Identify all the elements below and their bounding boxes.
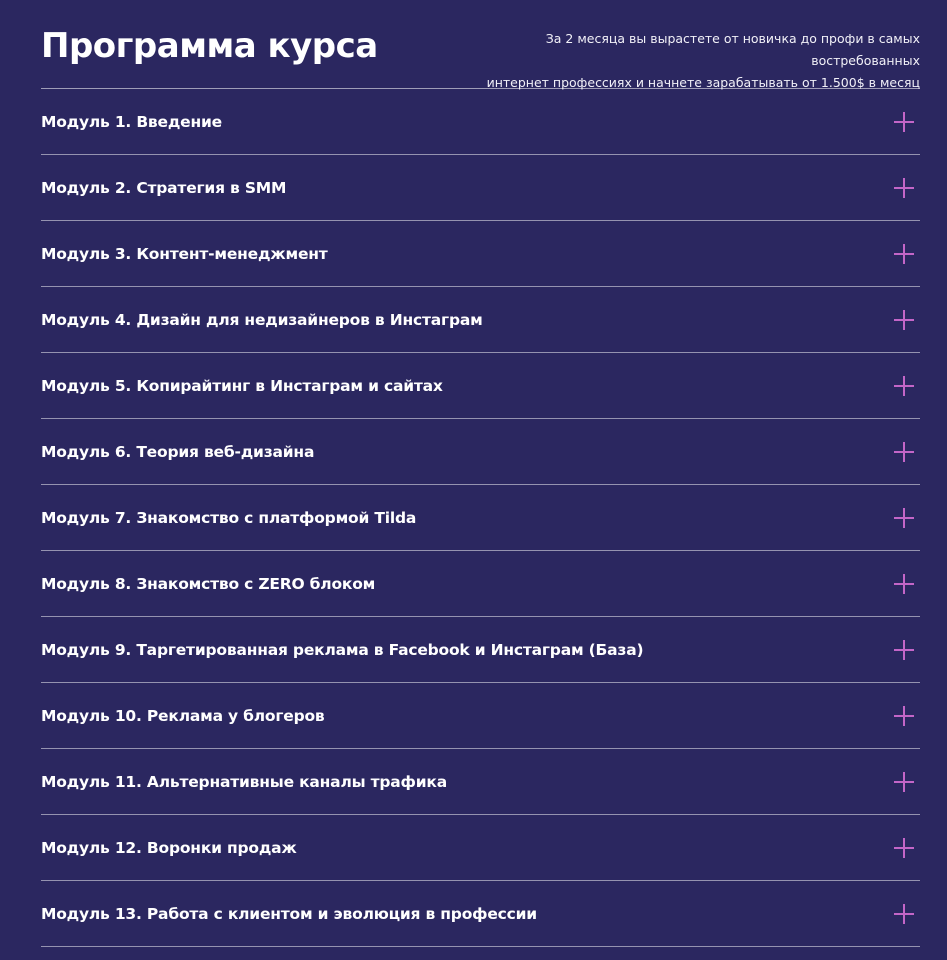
module-title: Модуль 11. Альтернативные каналы трафика — [41, 772, 447, 791]
module-title: Модуль 5. Копирайтинг в Инстаграм и сайтах — [41, 376, 443, 395]
module-item-8[interactable] — [41, 551, 920, 617]
plus-icon[interactable] — [894, 310, 914, 330]
module-title: Модуль 6. Теория веб-дизайна — [41, 442, 315, 461]
module-title: Модуль 4. Дизайн для недизайнеров в Инстаграм — [41, 310, 483, 329]
module-item-12[interactable] — [41, 815, 920, 881]
plus-icon[interactable] — [894, 178, 914, 198]
module-title: Модуль 9. Таргетированная реклама в Facebook и Инстаграм (База) — [41, 640, 644, 659]
module-title: Модуль 13. Работа с клиентом и эволюция в профессии — [41, 904, 537, 923]
plus-icon[interactable] — [894, 706, 914, 726]
module-title: Модуль 12. Воронки продаж — [41, 838, 297, 857]
section-subtitle — [450, 28, 920, 94]
module-item-1[interactable] — [41, 89, 920, 155]
module-title: Модуль 1. Введение — [41, 112, 222, 131]
module-title: Модуль 7. Знакомство с платформой Tilda — [41, 508, 417, 527]
module-item-4[interactable] — [41, 287, 920, 353]
plus-icon[interactable] — [894, 112, 914, 132]
module-item-13[interactable] — [41, 881, 920, 947]
plus-icon[interactable] — [894, 838, 914, 858]
module-item-11[interactable] — [41, 749, 920, 815]
plus-icon[interactable] — [894, 640, 914, 660]
module-item-2[interactable] — [41, 155, 920, 221]
plus-icon[interactable] — [894, 508, 914, 528]
plus-icon[interactable] — [894, 574, 914, 594]
module-item-9[interactable] — [41, 617, 920, 683]
section-header — [41, 0, 920, 88]
module-title: Модуль 10. Реклама у блогеров — [41, 706, 325, 725]
subtitle-line-1: За 2 месяца вы вырастете от новичка до профи в самых востребованных — [545, 31, 920, 68]
plus-icon[interactable] — [894, 904, 914, 924]
page-title: Программа курса — [41, 26, 378, 66]
module-title: Модуль 8. Знакомство с ZERO блоком — [41, 574, 376, 593]
subtitle-line-2: интернет профессиях и начнете зарабатывать от 1.500$ в месяц — [486, 75, 920, 90]
plus-icon[interactable] — [894, 772, 914, 792]
plus-icon[interactable] — [894, 376, 914, 396]
plus-icon[interactable] — [894, 244, 914, 264]
module-title: Модуль 2. Стратегия в SMM — [41, 178, 287, 197]
module-item-5[interactable] — [41, 353, 920, 419]
module-item-7[interactable] — [41, 485, 920, 551]
module-title: Модуль 3. Контент-менеджмент — [41, 244, 328, 263]
module-item-3[interactable] — [41, 221, 920, 287]
course-program-section — [41, 0, 920, 947]
plus-icon[interactable] — [894, 442, 914, 462]
module-item-10[interactable] — [41, 683, 920, 749]
module-item-6[interactable] — [41, 419, 920, 485]
modules-accordion — [41, 88, 920, 947]
